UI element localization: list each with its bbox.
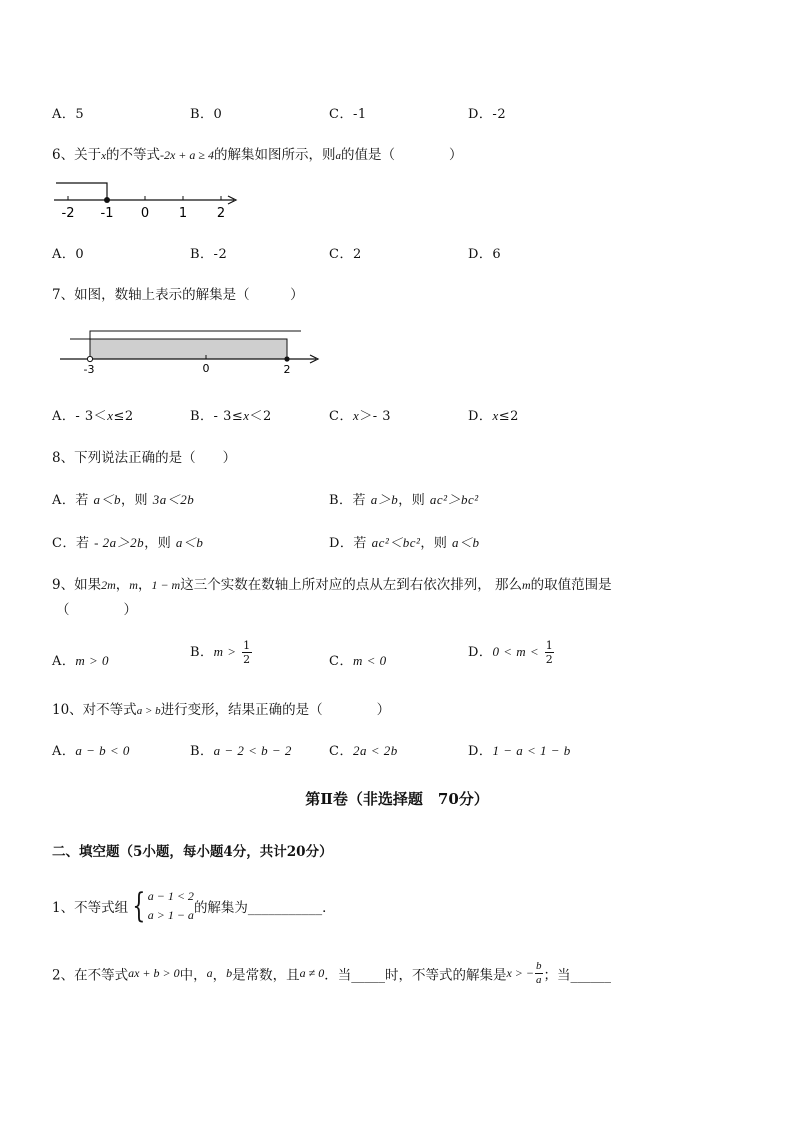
q7-option-a: A．- 3＜x≤2 [52,408,134,424]
q6-axis-label: 2 [216,206,226,221]
q7-option-b: B．- 3≤x＜2 [190,408,272,424]
q10-option-c: C．2a < 2b [329,743,398,759]
q5-option-a: A．5 [52,107,85,122]
q7-number-line [58,322,328,378]
q7-option-c: C．x＞- 3 [329,408,392,424]
q6-var-a: a [335,150,341,162]
q6-stem-mid2: 的解集如图所示，则 [214,147,336,163]
fill-q2-fraction: $\frac{b}{a}$ [536,960,542,986]
q6-axis-label: -2 [61,206,75,221]
q9-stem: 9、如果2m，m，1 − m这三个实数在数轴上所对应的点从左到右依次排列， 那么m的取值范围是 [52,577,612,593]
q6-option-d: D．6 [468,247,502,262]
q6-axis-label: 0 [140,206,150,221]
q7-axis-label: -3 [83,363,95,376]
q6-solid-point [104,197,110,203]
q6-solution-bracket [56,183,107,200]
q9-option-d: D．0 < m < $\frac{1}{2}$ [468,639,554,666]
q8-stem: 8、下列说法正确的是（ ） [52,450,237,466]
q6-stem-post: 的值是（ ） [341,147,463,163]
q6-option-c: C．2 [329,247,362,262]
q5-option-b: B．0 [190,107,223,122]
q7-stem: 7、如图，数轴上表示的解集是（ ） [52,287,304,303]
q5-option-c: C．-1 [329,107,367,122]
fill-q2: 2、在不等式ax + b > 0中，a，b是常数，且a ≠ 0．当_____时，不等式的解集是x > − $\frac{b}{a}$ ；当______ [52,960,611,986]
q6-var-x: x [101,150,106,162]
q6-number-line [48,176,248,224]
q6-stem-pre: 6、关于 [52,147,102,163]
q9-option-a: A．m > 0 [52,653,110,669]
q6-option-a: A．0 [52,247,85,262]
q8-option-a: A．若 a＜b，则 3a＜2b [52,492,195,508]
q7-axis-label: 0 [202,362,210,375]
q8-option-d: D．若 ac²＜bc²，则 a＜b [329,535,480,551]
fill-q1: 1、不等式组 { a − 1 < 2 a > 1 − a 的解集为___________． [52,886,336,926]
fill-q1-system: { a − 1 < 2 a > 1 − a [132,886,194,926]
q6-stem [52,143,463,163]
q10-option-b: B．a − 2 < b − 2 [190,743,292,759]
q6-axis-label: -1 [100,206,114,221]
q8-option-b: B．若 a＞b，则 ac²＞bc² [329,492,479,508]
q10-option-a: A．a − b < 0 [52,743,130,759]
q9-option-b: B．m > $\frac{1}{2}$ [190,639,251,666]
q9-option-d-fraction: $\frac{1}{2}$ [545,639,554,666]
q6-option-b: B．-2 [190,247,228,262]
q8-option-c: C．若 - 2a＞2b，则 a＜b [52,535,204,551]
q5-option-d: D．-2 [468,107,507,122]
q6-axis-label: 1 [178,206,188,221]
q6-inequality: -2x + a ≥ 4 [159,148,214,162]
q9-stem-line2: （ ） [56,602,137,618]
q10-option-d: D．1 − a < 1 − b [468,743,571,759]
q7-option-d: D．x≤2 [468,408,519,424]
q7-solid-point [284,356,289,361]
q7-axis-label: 2 [283,363,291,376]
part-two-title: 第Ⅱ卷（非选择题 70分） [305,790,489,808]
q9-option-c: C．m < 0 [329,653,387,669]
q6-stem-mid: 的不等式 [105,147,160,163]
q10-stem: 10、对不等式a > b进行变形，结果正确的是（ ） [52,702,391,718]
q9-option-b-fraction: $\frac{1}{2}$ [243,639,251,666]
fill-blank-section-heading: 二、填空题（5小题，每小题4分，共计20分） [52,844,333,860]
q7-shaded-region [90,339,287,359]
q7-open-point [87,356,92,361]
